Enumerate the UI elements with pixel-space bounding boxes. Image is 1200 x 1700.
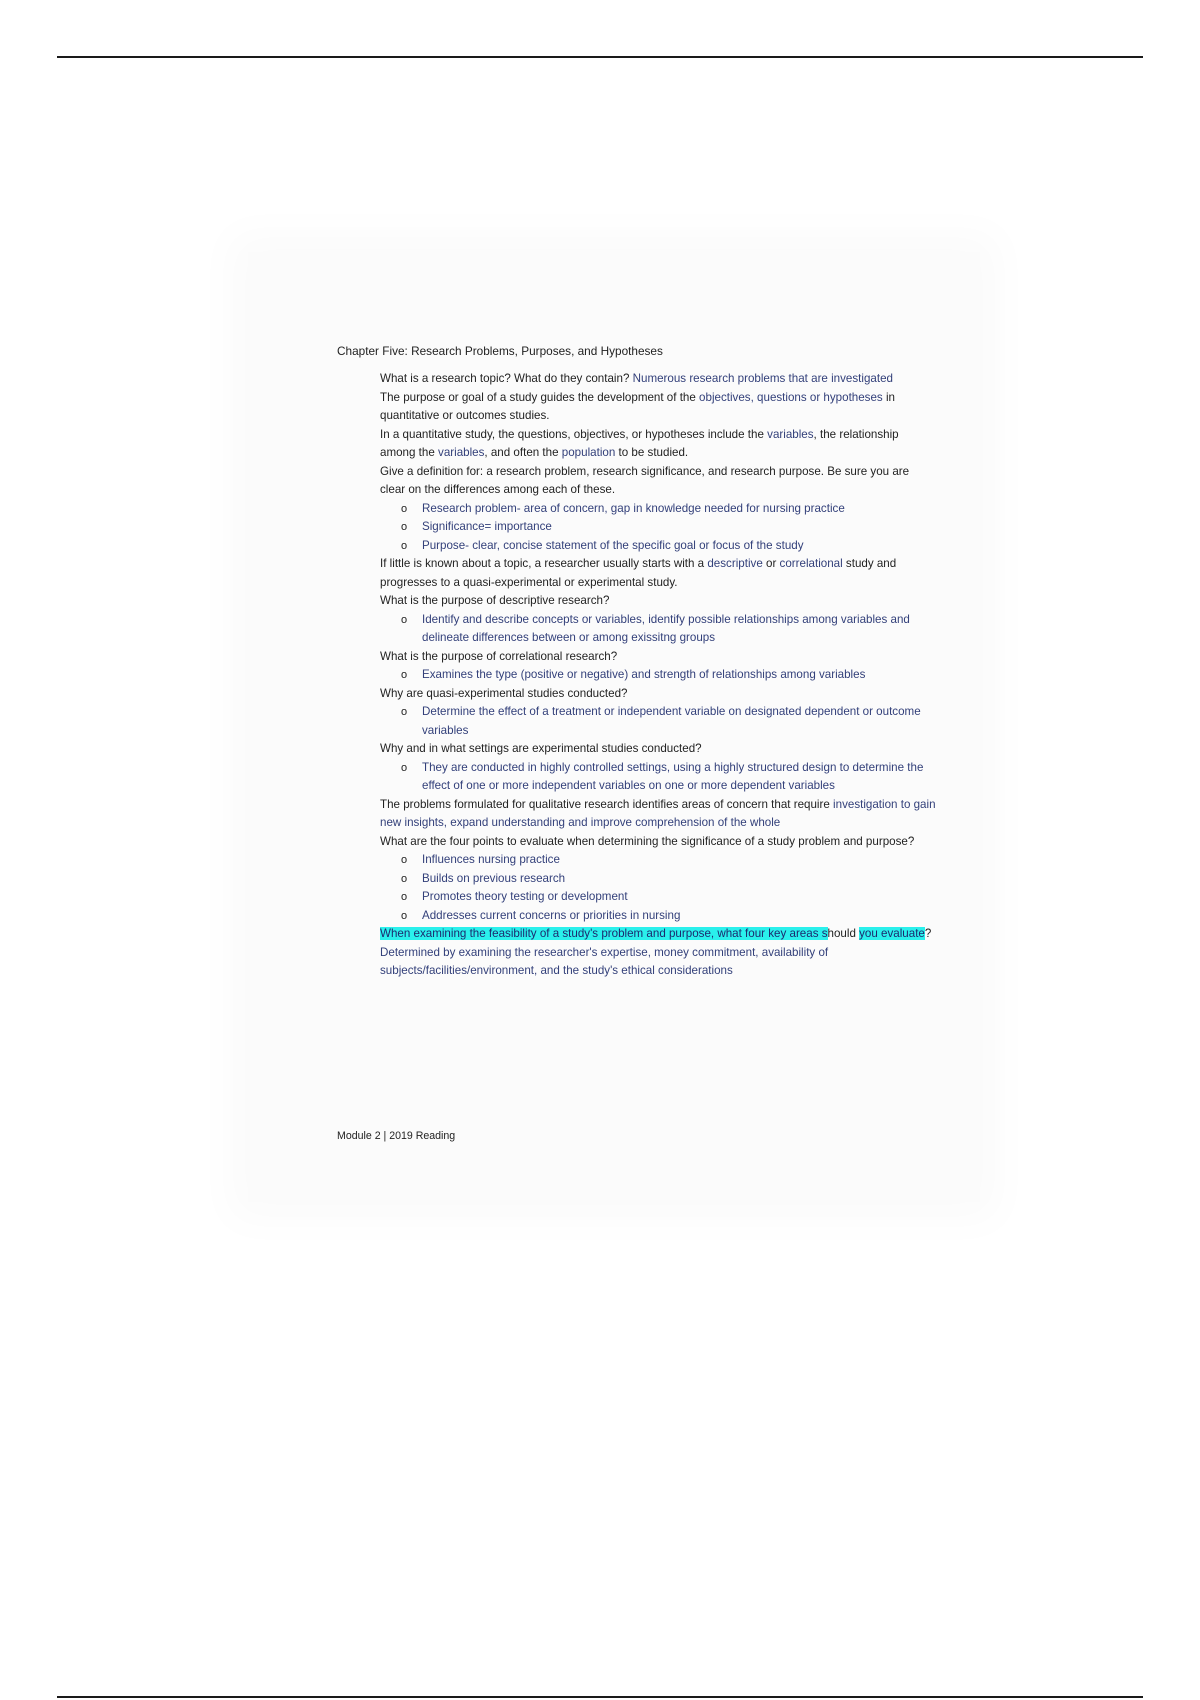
question-text: , the relationship among the	[380, 427, 899, 459]
sub-list	[380, 851, 937, 925]
question-text: In a quantitative study, the questions, objectives, or hypotheses include the	[380, 427, 768, 441]
answer-text: Addresses current concerns or priorities in nursing	[422, 908, 681, 922]
list-item	[337, 648, 937, 685]
list-item	[337, 426, 937, 463]
sub-list-item	[380, 500, 937, 519]
question-text: Give a definition for: a research problem, research significance, and research purpose. Be sure you are clear on the differences among each of these.	[380, 464, 910, 496]
question-list	[337, 370, 937, 981]
question-text: If little is known about a topic, a researcher usually starts with a	[380, 557, 708, 570]
answer-text: Numerous research problems that are investigated	[632, 372, 893, 385]
list-item	[337, 370, 937, 389]
list-item-highlighted	[337, 925, 937, 981]
list-item	[337, 833, 937, 926]
sub-list-item	[380, 870, 937, 889]
sub-bullet-glyph: o	[401, 854, 408, 866]
question-text: , and often the	[484, 446, 562, 459]
sub-list	[380, 500, 937, 556]
item-text	[380, 465, 909, 497]
sub-list-item	[380, 518, 937, 537]
question-text: Why are quasi-experimental studies conducted?	[380, 686, 628, 700]
sub-list-item	[380, 666, 937, 685]
bottom-rule	[57, 1696, 1143, 1698]
sub-list	[380, 611, 937, 648]
sub-list	[380, 703, 937, 740]
answer-text: Research problem- area of concern, gap in knowledge needed for nursing practice	[422, 501, 845, 515]
sub-bullet-glyph: o	[401, 521, 408, 533]
answer-text: Promotes theory testing or development	[422, 890, 628, 903]
list-item	[337, 740, 937, 796]
answer-text: variables	[767, 427, 814, 441]
document-title: Chapter Five: Research Problems, Purposes, and Hypotheses	[337, 344, 663, 358]
question-text: to be studied.	[615, 446, 689, 459]
sub-bullet-glyph: o	[401, 872, 408, 885]
sub-bullet-glyph: o	[401, 706, 408, 718]
sub-list-item	[380, 537, 937, 556]
list-item	[337, 796, 937, 833]
item-text	[380, 557, 896, 589]
sub-list-item	[380, 888, 937, 907]
answer-text: Determine the effect of a treatment or independent variable on designated dependent or outcome variables	[422, 705, 921, 737]
answer-text: variables	[438, 446, 485, 459]
answer-text: Builds on previous research	[422, 871, 566, 885]
question-text: The problems formulated for qualitative research identifies areas of concern that require	[380, 797, 834, 811]
highlighted-question: When examining the feasibility of a study's problem and purpose, what four key areas s	[380, 927, 828, 940]
sub-bullet-glyph: o	[401, 891, 408, 903]
question-text: What are the four points to evaluate when determining the significance of a study problem and purpose?	[380, 834, 915, 848]
item-text	[380, 742, 702, 755]
sub-list	[380, 759, 937, 796]
list-item	[337, 685, 937, 741]
item-text	[380, 927, 931, 977]
item-text	[380, 835, 914, 848]
question-text: The purpose or goal of a study guides the development of the	[380, 390, 700, 404]
answer-text: investigation to gain new insights, expand understanding and improve comprehension of the whole	[380, 797, 936, 829]
answer-text: population	[561, 446, 616, 459]
item-text	[380, 687, 627, 700]
sub-bullet-glyph: o	[401, 539, 408, 552]
answer-text: Influences nursing practice	[422, 853, 560, 866]
answer-text: Determined by examining the researcher's expertise, money commitment, availability of subjects/facilities/environment, and the study's ethical considerations	[380, 945, 829, 977]
list-item	[337, 389, 937, 426]
sub-bullet-glyph: o	[401, 909, 408, 922]
question-text: Why and in what settings are experimental studies conducted?	[380, 742, 702, 755]
sub-list-item	[380, 759, 937, 796]
question-text: or	[762, 557, 780, 570]
top-rule	[57, 56, 1143, 58]
answer-text: descriptive	[707, 557, 763, 570]
answer-text: objectives, questions or hypotheses	[699, 390, 883, 404]
sub-list-item	[380, 611, 937, 648]
sub-bullet-glyph: o	[401, 761, 408, 774]
sub-bullet-glyph: o	[401, 669, 408, 681]
item-text	[380, 391, 895, 423]
answer-text: Significance= importance	[422, 520, 552, 533]
list-item	[337, 555, 937, 592]
page-footer: Module 2 | 2019 Reading	[337, 1130, 456, 1142]
sub-list-item	[380, 703, 937, 740]
highlighted-question: you evaluate	[859, 927, 925, 940]
answer-text: Identify and describe concepts or variables, identify possible relationships among variables and delineate differences between or among exissitng groups	[422, 612, 910, 644]
answer-text: Examines the type (positive or negative) and strength of relationships among variables	[422, 668, 866, 681]
question-text: What is a research topic? What do they contain?	[380, 372, 633, 385]
question-text: in quantitative or outcomes studies.	[380, 390, 895, 422]
item-text	[380, 372, 893, 385]
sub-list-item	[380, 851, 937, 870]
sub-bullet-glyph: o	[401, 613, 408, 626]
sub-list	[380, 666, 937, 685]
sub-list-item	[380, 907, 937, 926]
item-text	[380, 428, 899, 460]
answer-text: They are conducted in highly controlled settings, using a highly structured design to determine the effect of one or more independent variables on one or more dependent variables	[422, 760, 924, 792]
item-text	[380, 798, 936, 830]
question-text: What is the purpose of descriptive research?	[380, 594, 610, 607]
question-text: What is the purpose of correlational research?	[380, 649, 618, 663]
question-text: study and progresses to a quasi-experimental or experimental study.	[380, 557, 897, 589]
sub-bullet-glyph: o	[401, 502, 408, 515]
answer-text: correlational	[779, 557, 843, 570]
document-body	[337, 344, 937, 981]
list-item	[337, 463, 937, 556]
item-text	[380, 594, 609, 607]
item-text	[380, 650, 617, 663]
answer-text: Purpose- clear, concise statement of the specific goal or focus of the study	[422, 538, 804, 552]
question-text: ?	[924, 927, 932, 940]
list-item	[337, 592, 937, 648]
question-text: hould	[827, 927, 860, 940]
